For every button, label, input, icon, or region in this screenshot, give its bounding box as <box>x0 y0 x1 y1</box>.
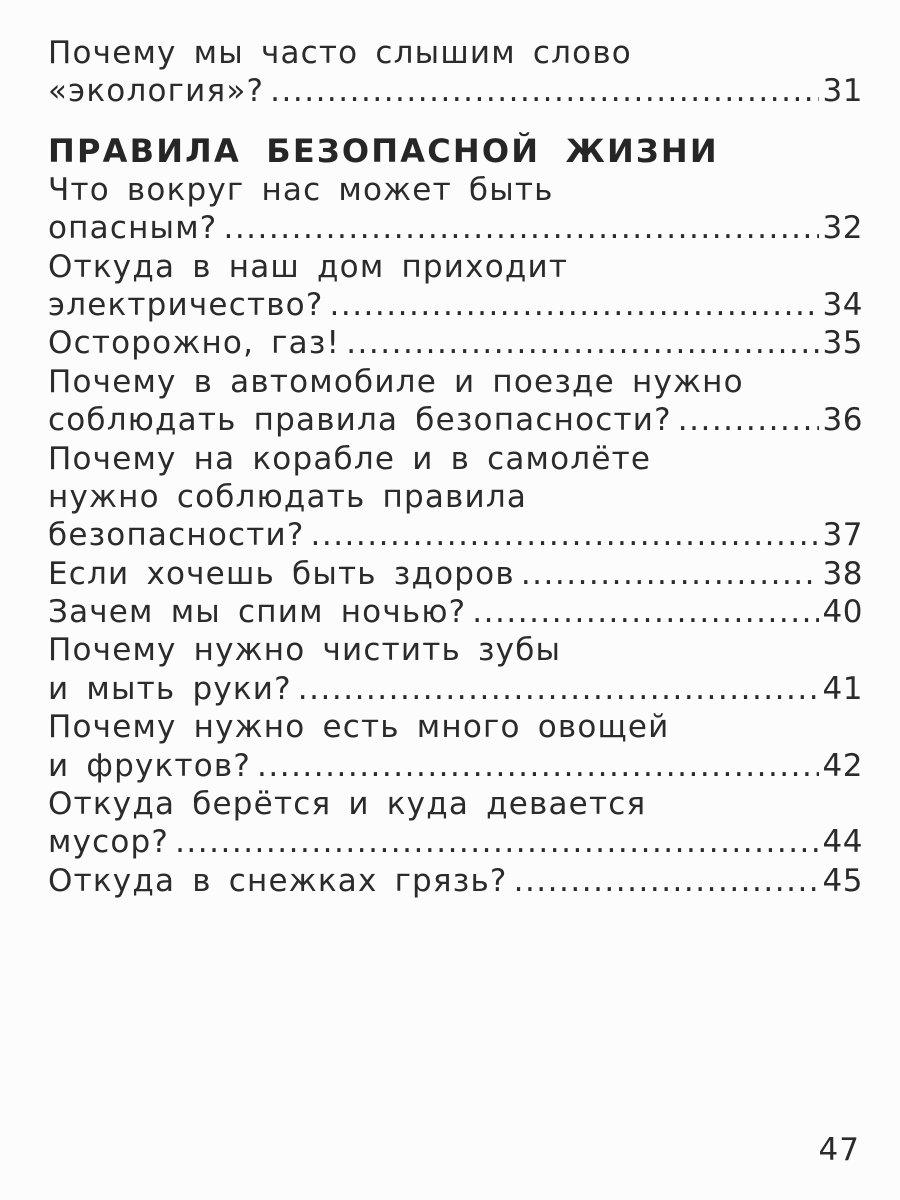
toc-entry <box>48 708 863 785</box>
dot-leader <box>678 401 819 439</box>
toc-entry-line <box>48 209 863 247</box>
section-title: ПРАВИЛА БЕЗОПАСНОЙ ЖИЗНИ <box>48 131 719 170</box>
toc-entry-line <box>48 72 863 110</box>
toc-entry-text: Откуда берётся и куда девается <box>48 786 647 823</box>
toc-entry-page: 37 <box>822 517 863 554</box>
toc-entry-line <box>48 862 863 900</box>
toc-entry-line <box>48 286 863 324</box>
toc-entry-page: 42 <box>822 747 863 784</box>
toc-entry-line <box>48 478 863 516</box>
dot-leader <box>257 747 819 785</box>
toc-entry-line <box>48 631 863 669</box>
toc-section-entries <box>48 171 863 900</box>
toc-entry-line <box>48 324 863 362</box>
toc-entry-line <box>48 708 863 746</box>
toc-entry-line <box>48 785 863 823</box>
toc-entry-text: безопасности? <box>48 517 305 554</box>
dot-leader <box>311 516 819 554</box>
toc-entry-text: Зачем мы спим ночью? <box>48 594 467 631</box>
toc-entry-line <box>48 34 863 72</box>
toc-entry <box>48 248 863 325</box>
toc-entry-page: 35 <box>822 325 863 362</box>
toc-entry-text: Откуда в наш дом приходит <box>48 248 569 285</box>
toc-entry-line <box>48 747 863 785</box>
toc-entry-text: соблюдать правила безопасности? <box>48 402 672 439</box>
toc-entry-text: Откуда в снежках грязь? <box>48 862 508 899</box>
toc-entry-line <box>48 555 863 593</box>
toc-entry-text: «экология»? <box>48 73 265 110</box>
page-number: 47 <box>818 1132 860 1168</box>
toc-entry-text: Почему нужно есть много овощей <box>48 709 670 746</box>
toc-entry-text: Почему мы часто слышим слово <box>48 35 632 71</box>
dot-leader <box>270 72 818 110</box>
toc-entry-line <box>48 670 863 708</box>
toc-entry-page: 31 <box>822 73 863 110</box>
toc-entry-text: мусор? <box>48 824 170 861</box>
toc-entry-page: 32 <box>822 210 863 247</box>
toc-entry-page: 41 <box>822 670 863 707</box>
toc-entry <box>48 363 863 440</box>
toc-entry-line <box>48 401 863 439</box>
toc-entry-page: 40 <box>822 594 863 631</box>
toc-entry-text: и мыть руки? <box>48 670 292 707</box>
dot-leader <box>472 593 818 631</box>
dot-leader <box>514 862 819 900</box>
toc-entry <box>48 440 863 555</box>
dot-leader <box>223 209 818 247</box>
toc-entry-text: и фруктов? <box>48 747 252 784</box>
toc-entry <box>48 324 863 362</box>
toc-entry-page: 34 <box>822 286 863 323</box>
toc-entry-line <box>48 516 863 554</box>
toc-entry-line <box>48 823 863 861</box>
toc-entry-line <box>48 171 863 209</box>
toc-entry-page: 44 <box>822 824 863 861</box>
toc-entry-text: Почему нужно чистить зубы <box>48 632 562 669</box>
toc-entry <box>48 171 863 248</box>
dot-leader <box>330 286 819 324</box>
toc-entry-text: нужно соблюдать правила <box>48 478 528 515</box>
toc-entry <box>48 785 863 862</box>
dot-leader <box>298 670 819 708</box>
toc-entry-text: электричество? <box>48 286 324 323</box>
table-of-contents <box>48 34 863 900</box>
toc-entry-text: опасным? <box>48 210 218 247</box>
toc-entry-text: Осторожно, газ! <box>48 325 341 362</box>
toc-entry-text: Почему в автомобиле и поезде нужно <box>48 363 744 400</box>
dot-leader <box>521 555 819 593</box>
toc-entry <box>48 631 863 708</box>
toc-pre-section-entries <box>48 34 863 111</box>
toc-entry <box>48 593 863 631</box>
toc-entry-page: 45 <box>822 862 863 899</box>
toc-entry-text: Что вокруг нас может быть <box>48 171 554 208</box>
toc-entry-text: Если хочешь быть здоров <box>48 555 515 592</box>
toc-entry-page: 38 <box>822 555 863 592</box>
toc-entry-line <box>48 593 863 631</box>
toc-entry-line <box>48 363 863 401</box>
toc-entry-text: Почему на корабле и в самолёте <box>48 440 652 477</box>
toc-entry-line <box>48 248 863 286</box>
dot-leader <box>175 823 818 861</box>
toc-entry-line <box>48 440 863 478</box>
toc-entry <box>48 555 863 593</box>
toc-entry-page: 36 <box>822 402 863 439</box>
dot-leader <box>346 324 818 362</box>
toc-entry <box>48 34 863 111</box>
toc-entry <box>48 862 863 900</box>
